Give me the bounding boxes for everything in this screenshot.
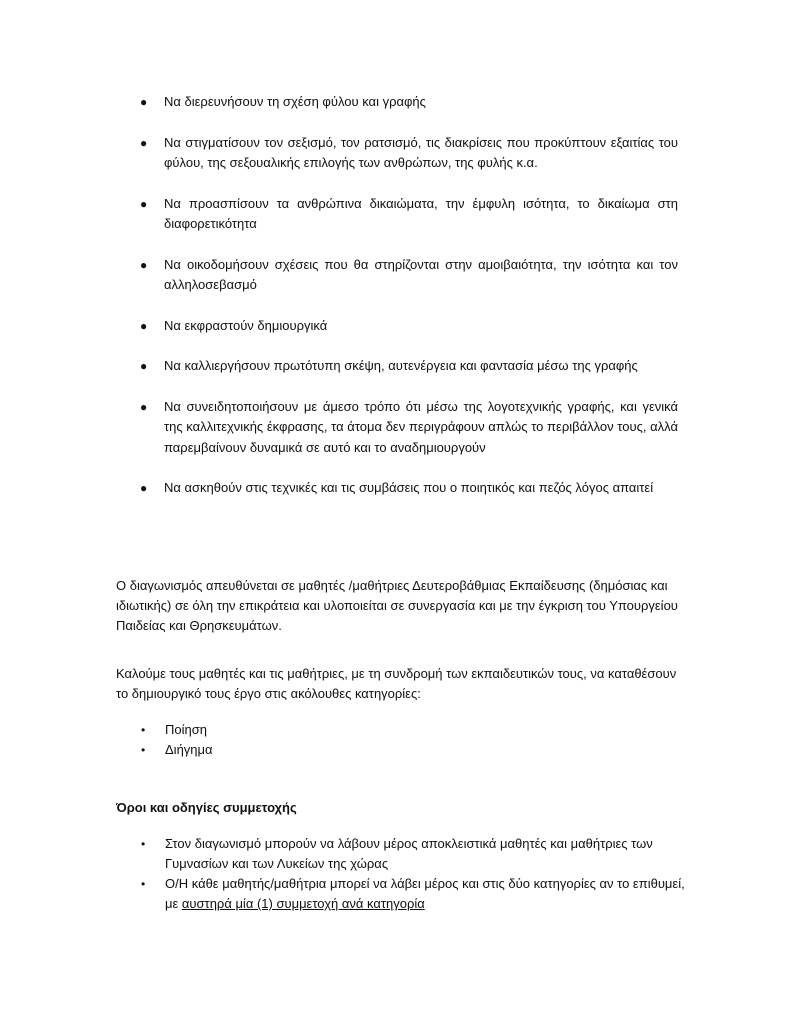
goal-text: Να καλλιεργήσουν πρωτότυπη σκέψη, αυτενέργεια και φαντασία μέσω της γραφής xyxy=(164,358,638,373)
bullet-icon: ● xyxy=(140,135,148,150)
bullet-icon: • xyxy=(141,837,146,851)
goal-text: Να διερευνήσουν τη σχέση φύλου και γραφής xyxy=(164,94,426,109)
list-item xyxy=(140,478,678,499)
bullet-icon: ● xyxy=(140,95,148,109)
rules-list xyxy=(141,834,686,914)
bullet-icon: ● xyxy=(140,481,148,495)
list-item xyxy=(141,874,686,914)
bullet-icon: ● xyxy=(140,257,148,272)
goal-text: Να συνειδητοποιήσουν με άμεσο τρόπο ότι μέσω της λογοτεχνικής γραφής, και γενικά της καλλιτεχνικής έκφρασης, τα άτομα δεν περιγράφουν απλώς το περιβάλλον τους, αλλά παρεμβαίνουν δυναμικά σε αυτό και το αναδημιουργούν xyxy=(164,398,678,455)
list-item xyxy=(140,133,678,174)
bullet-icon: • xyxy=(141,723,146,737)
category-label: Διήγημα xyxy=(165,742,213,757)
bullet-icon: ● xyxy=(140,399,148,414)
categories-list xyxy=(141,720,213,760)
goals-list xyxy=(140,92,678,519)
list-item xyxy=(140,92,678,113)
bullet-icon: • xyxy=(141,877,146,891)
goal-text: Να εκφραστούν δημιουργικά xyxy=(164,317,328,333)
list-item xyxy=(140,255,678,296)
rule-text: Ο/Η κάθε μαθητής/μαθήτρια μπορεί να λάβει μέρος και στις δύο κατηγορίες αν το επιθυμεί, με xyxy=(165,876,685,911)
list-item xyxy=(140,194,678,235)
rule-text: Στον διαγωνισμό μπορούν να λάβουν μέρος αποκλειστικά μαθητές και μαθήτριες των Γυμνασίων και των Λυκείων της χώρας xyxy=(165,836,653,871)
rules-heading: Όροι και οδηγίες συμμετοχής xyxy=(116,800,297,815)
bullet-icon: ● xyxy=(140,196,148,211)
category-label: Ποίηση xyxy=(165,722,207,737)
list-item xyxy=(140,397,678,459)
list-item xyxy=(140,316,678,337)
goal-text: Να προασπίσουν τα ανθρώπινα δικαιώματα, την έμφυλη ισότητα, το δικαίωμα στη διαφορετικότητα xyxy=(164,195,678,231)
bullet-icon: • xyxy=(141,743,146,757)
list-item xyxy=(141,834,686,874)
goal-text: Να οικοδομήσουν σχέσεις που θα στηρίζονται στην αμοιβαιότητα, την ισότητα και τον αλληλοσεβασμό xyxy=(164,256,678,292)
goal-text: Να στιγματίσουν τον σεξισμό, τον ρατσισμό, τις διακρίσεις που προκύπτουν εξαιτίας του φύλου, της σεξουαλικής επιλογής των ανθρώπων, της φυλής κ.α. xyxy=(164,134,678,170)
list-item xyxy=(140,356,678,377)
bullet-icon: ● xyxy=(140,359,148,373)
list-item xyxy=(141,740,213,760)
goal-text: Να ασκηθούν στις τεχνικές και τις συμβάσεις που ο ποιητικός και πεζός λόγος απαιτεί xyxy=(164,480,654,495)
bullet-icon: ● xyxy=(140,318,148,333)
invitation-paragraph: Καλούμε τους μαθητές και τις μαθήτριες, με τη συνδρομή των εκπαιδευτικών τους, να καταθέσουν το δημιουργικό τους έργο στις ακόλουθες κατηγορίες: xyxy=(116,666,677,701)
list-item xyxy=(141,720,213,740)
rule-emphasis: αυστηρά μία (1) συμμετοχή ανά κατηγορία xyxy=(181,896,425,911)
eligibility-paragraph: Ο διαγωνισμός απευθύνεται σε μαθητές /μαθήτριες Δευτεροβάθμιας Εκπαίδευσης (δημόσιας και ιδιωτικής) σε όλη την επικράτεια και υλοποιείται σε συνεργασία και με την έγκριση του Υπουργείου Παιδείας και Θρησκευμάτων. xyxy=(116,578,678,633)
